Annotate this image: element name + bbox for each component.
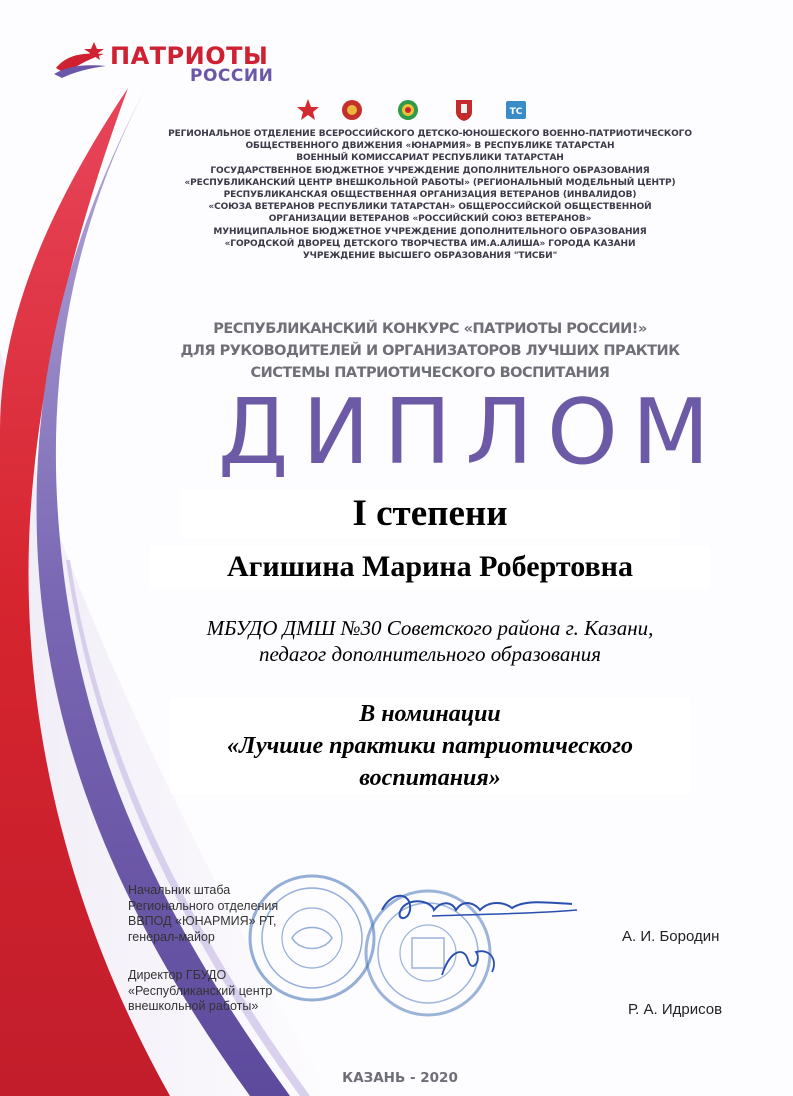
handwritten-signatures: [372, 880, 592, 990]
logo-text-line1: ПАТРИОТЫ: [110, 42, 269, 70]
position-line: Начальник штаба: [128, 883, 231, 897]
organizer-line: «СОЮЗА ВЕТЕРАНОВ РЕСПУБЛИКИ ТАТАРСТАН» ОБЩЕРОССИЙСКОЙ ОБЩЕСТВЕННОЙ: [208, 202, 652, 213]
position-line: «Республиканский центр: [128, 983, 273, 998]
patriots-logo: [52, 38, 292, 88]
university-logo-icon: [504, 98, 528, 122]
yunarmia-star-icon: [296, 98, 320, 122]
organizer-line: ОБЩЕСТВЕННОГО ДВИЖЕНИЯ «ЮНАРМИЯ» В РЕСПУБЛИКЕ ТАТАРСТАН: [245, 141, 615, 152]
nomination-line: «Лучшие практики патриотического: [227, 733, 633, 759]
organizer-line: ГОСУДАРСТВЕННОЕ БЮДЖЕТНОЕ УЧРЕЖДЕНИЕ ДОПОЛНИТЕЛЬНОГО ОБРАЗОВАНИЯ: [210, 165, 650, 176]
organizer-line: ОРГАНИЗАЦИИ ВЕТЕРАНОВ «РОССИЙСКИЙ СОЮЗ ВЕТЕРАНОВ»: [268, 214, 592, 225]
signatory-2-position: [128, 968, 272, 1015]
signatory-2-name: Р. А. Идрисов: [628, 1001, 723, 1018]
organizer-line: РЕГИОНАЛЬНОЕ ОТДЕЛЕНИЕ ВСЕРОССИЙСКОГО ДЕТСКО-ЮНОШЕСКОГО ВОЕННО-ПАТРИОТИЧЕСКОГО: [168, 129, 692, 139]
position-line: внешкольной работы»: [128, 999, 259, 1013]
contest-line: РЕСПУБЛИКАНСКИЙ КОНКУРС «ПАТРИОТЫ РОССИИ!»: [213, 321, 647, 337]
diploma-title: ДИПЛОМ: [218, 380, 724, 485]
organizer-emblems: [292, 98, 532, 124]
organizer-line: «ГОРОДСКОЙ ДВОРЕЦ ДЕТСКОГО ТВОРЧЕСТВА ИМ.А.АЛИША» ГОРОДА КАЗАНИ: [224, 238, 636, 249]
recipient-organization: [150, 615, 710, 667]
star-flag-icon: [52, 42, 112, 78]
organizer-line: РЕСПУБЛИКАНСКАЯ ОБЩЕСТВЕННАЯ ОРГАНИЗАЦИЯ ВЕТЕРАНОВ (ИНВАЛИДОВ): [223, 190, 637, 201]
nomination: [170, 698, 690, 794]
tatarstan-emblem-icon: [396, 98, 420, 122]
nomination-line: воспитания»: [359, 765, 501, 791]
military-commissariat-icon: [340, 98, 364, 122]
degree-text: I степени: [180, 490, 680, 538]
recipient-name: Агишина Марина Робертовна: [150, 546, 710, 588]
city-year: КАЗАНЬ - 2020: [342, 1070, 458, 1086]
contest-title: [150, 318, 710, 384]
position-line: ВВПОД «ЮНАРМИЯ» РТ,: [128, 914, 277, 928]
organization-line: педагог дополнительного образования: [258, 642, 602, 666]
veterans-emblem-icon: [452, 98, 476, 122]
organizer-line: ВОЕННЫЙ КОМИССАРИАТ РЕСПУБЛИКИ ТАТАРСТАН: [296, 153, 564, 164]
contest-line: ДЛЯ РУКОВОДИТЕЛЕЙ И ОРГАНИЗАТОРОВ ЛУЧШИХ ПРАКТИК: [180, 343, 680, 359]
position-line: генерал-майор: [128, 929, 215, 944]
organizer-line: УЧРЕЖДЕНИЕ ВЫСШЕГО ОБРАЗОВАНИЯ "ТИСБИ": [302, 251, 558, 262]
organizers-list: [140, 128, 720, 262]
signatory-1-position: [128, 883, 278, 945]
contest-line: СИСТЕМЫ ПАТРИОТИЧЕСКОГО ВОСПИТАНИЯ: [250, 365, 610, 381]
svg-text:ТС: ТС: [509, 107, 523, 117]
logo-text-line2: РОССИИ: [190, 66, 274, 86]
position-line: Директор ГБУДО: [128, 968, 227, 982]
nomination-line: В номинации: [359, 701, 501, 727]
organization-line: МБУДО ДМШ №30 Советского района г. Казани,: [206, 616, 654, 640]
organizer-line: «РЕСПУБЛИКАНСКИЙ ЦЕНТР ВНЕШКОЛЬНОЙ РАБОТЫ» (РЕГИОНАЛЬНЫЙ МОДЕЛЬНЫЙ ЦЕНТР): [184, 177, 676, 188]
organizer-line: МУНИЦИПАЛЬНОЕ БЮДЖЕТНОЕ УЧРЕЖДЕНИЕ ДОПОЛНИТЕЛЬНОГО ОБРАЗОВАНИЯ: [213, 226, 647, 237]
signatory-1-name: А. И. Бородин: [622, 928, 720, 945]
position-line: Регионального отделения: [128, 898, 279, 913]
